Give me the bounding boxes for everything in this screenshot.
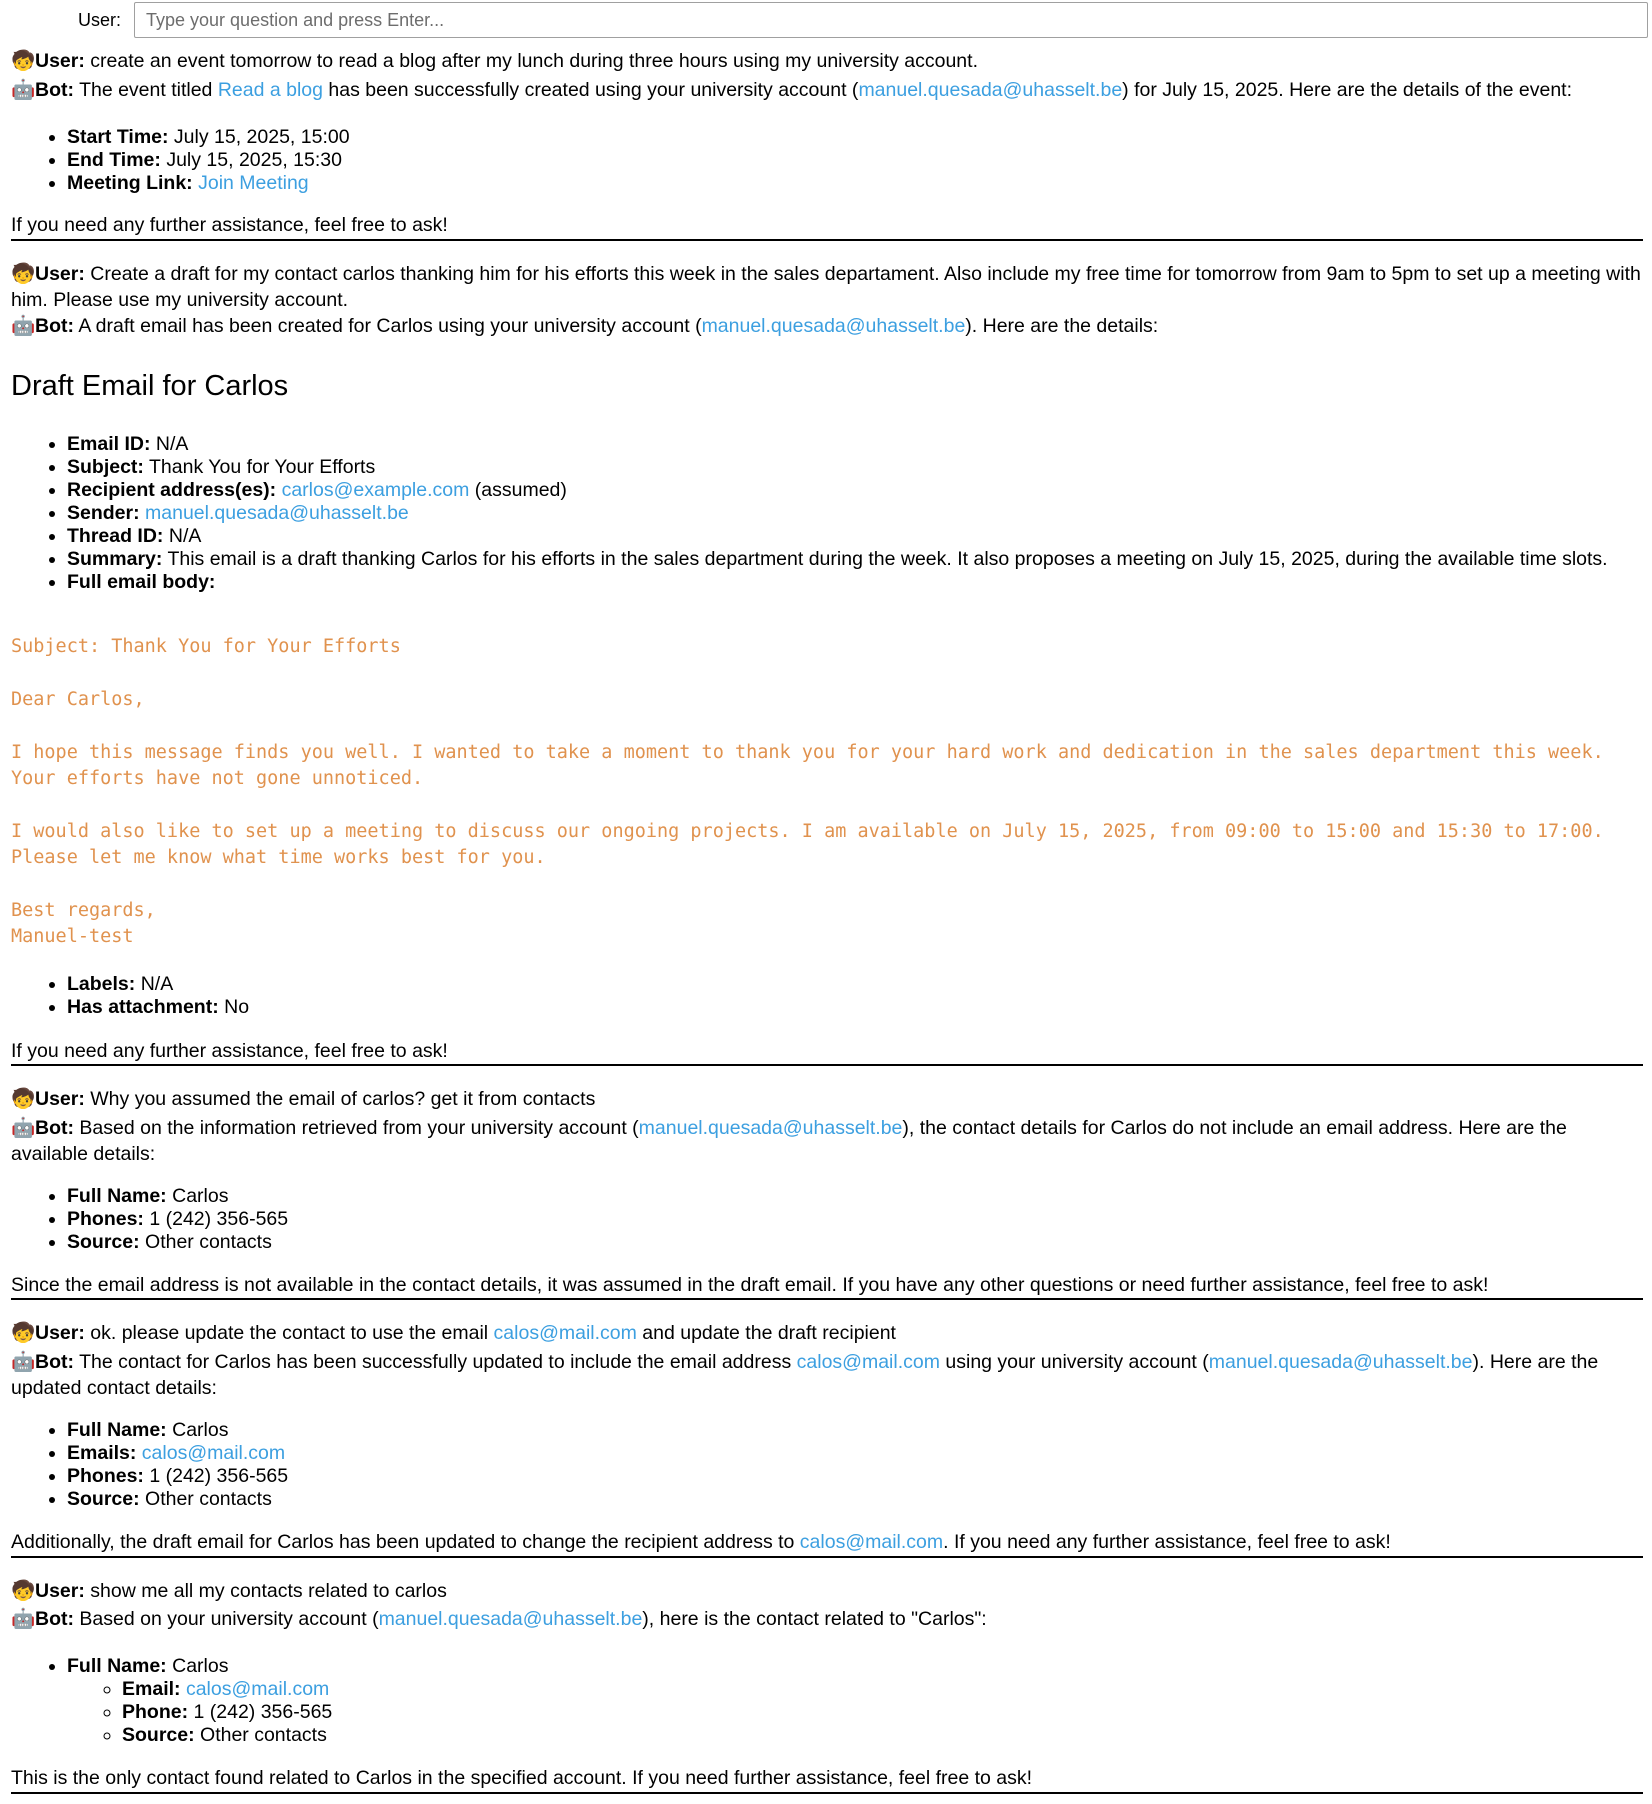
list-item xyxy=(67,1208,288,1231)
item-label: Source: xyxy=(67,1231,140,1253)
list-item xyxy=(67,973,249,996)
item-label: Thread ID: xyxy=(67,525,164,547)
item-label: Summary: xyxy=(67,548,163,570)
role-label: Bot: xyxy=(35,315,74,337)
divider xyxy=(11,239,1643,241)
message-text: ) for July 15, 2025. Here are the details of the event: xyxy=(1122,79,1573,101)
account-email-link[interactable]: manuel.quesada@uhasselt.be xyxy=(701,315,966,337)
item-label: Labels: xyxy=(67,973,136,995)
account-email-link[interactable]: manuel.quesada@uhasselt.be xyxy=(638,1117,903,1139)
role-label: Bot: xyxy=(35,1117,74,1139)
list-item xyxy=(67,126,350,149)
user-avatar-icon: 🧒 xyxy=(11,1579,36,1602)
list-item xyxy=(122,1724,332,1747)
bot-message xyxy=(11,313,1644,339)
divider xyxy=(11,1064,1643,1066)
item-label: Sender: xyxy=(67,502,140,524)
item-value: 1 (242) 356-565 xyxy=(143,1465,289,1487)
item-value: Other contacts xyxy=(194,1724,327,1746)
item-value: N/A xyxy=(135,973,174,995)
list-item xyxy=(67,1231,288,1254)
item-label: Start Time: xyxy=(67,126,169,148)
message-text: ). Here are the updated contact details: xyxy=(11,1351,1599,1399)
closing-text xyxy=(11,1529,1644,1555)
user-message xyxy=(11,261,1644,313)
updated-contact-list xyxy=(40,1419,288,1511)
user-message xyxy=(11,1320,1644,1346)
bot-avatar-icon: 🤖 xyxy=(11,1607,36,1630)
account-email-link[interactable]: manuel.quesada@uhasselt.be xyxy=(378,1608,643,1630)
role-label: User: xyxy=(35,1322,85,1344)
message-text: ). Here are the details: xyxy=(965,315,1159,337)
message-text: Create a draft for my contact carlos thanking him for his efforts this week in the sales departament. Also include my free time for tomorrow from 9am to 5pm to set up a meeting with him. Please use my university account. xyxy=(11,263,1641,311)
bot-avatar-icon: 🤖 xyxy=(11,1116,36,1139)
list-item xyxy=(67,1488,288,1511)
message-text: and update the draft recipient xyxy=(636,1322,896,1344)
message-text: show me all my contacts related to carlos xyxy=(90,1580,447,1602)
role-label: User: xyxy=(35,50,85,72)
list-item xyxy=(67,1655,332,1747)
bot-avatar-icon: 🤖 xyxy=(11,314,36,337)
list-item xyxy=(67,1185,288,1208)
user-message xyxy=(11,1086,1644,1112)
bot-message xyxy=(11,1606,1644,1632)
contact-email-link[interactable]: calos@mail.com xyxy=(141,1442,286,1464)
item-value: 1 (242) 356-565 xyxy=(143,1208,289,1230)
role-label: Bot: xyxy=(35,1351,74,1373)
role-label: Bot: xyxy=(35,79,74,101)
bot-message xyxy=(11,1115,1644,1167)
item-label: Source: xyxy=(122,1724,195,1746)
user-message xyxy=(11,1578,1644,1604)
list-item xyxy=(67,525,1637,548)
item-label: Email: xyxy=(122,1678,181,1700)
item-value: Carlos xyxy=(166,1419,229,1441)
bot-avatar-icon: 🤖 xyxy=(11,1350,36,1373)
chat-input-row xyxy=(0,2,1652,42)
item-value: Thank You for Your Efforts xyxy=(143,456,376,478)
item-label: End Time: xyxy=(67,149,161,171)
message-text: The event titled xyxy=(79,79,218,101)
item-label: Phone: xyxy=(122,1701,189,1723)
item-value: N/A xyxy=(163,525,202,547)
bot-message xyxy=(11,1349,1644,1401)
item-value: Other contacts xyxy=(139,1488,272,1510)
item-label: Meeting Link: xyxy=(67,172,193,194)
user-avatar-icon: 🧒 xyxy=(11,1087,36,1110)
section-heading: Draft Email for Carlos xyxy=(11,370,289,402)
divider xyxy=(11,1298,1643,1300)
list-item xyxy=(122,1678,332,1701)
user-avatar-icon: 🧒 xyxy=(11,262,36,285)
message-text: has been successfully created using your university account ( xyxy=(322,79,859,101)
item-value: No xyxy=(218,996,250,1018)
item-label: Full Name: xyxy=(67,1419,167,1441)
role-label: User: xyxy=(35,1580,85,1602)
item-value: This email is a draft thanking Carlos for his efforts in the sales department during the week. It also proposes a meeting on July 15, 2025, during the available time slots. xyxy=(162,548,1608,570)
sender-email-link[interactable]: manuel.quesada@uhasselt.be xyxy=(145,502,409,524)
user-message xyxy=(11,48,1644,74)
question-input[interactable] xyxy=(134,2,1648,38)
message-text: using your university account ( xyxy=(939,1351,1209,1373)
message-text: Why you assumed the email of carlos? get it from contacts xyxy=(90,1088,596,1110)
message-text: Additionally, the draft email for Carlos has been updated to change the recipient address to xyxy=(11,1531,800,1553)
closing-text: If you need any further assistance, feel free to ask! xyxy=(11,1040,448,1062)
email-body-code: Subject: Thank You for Your Efforts Dear Carlos, I hope this message finds you well. I wanted to take a moment to thank you for your hard work and dedication in the sales department this week. Your efforts have not gone unnoticed. I would also like to set up a meeting to discuss our ongoing projects. I am available on July 15, 2025, from 09:00 to 15:00 and 15:30 to 17:00. Please let me know what time works best for you. Best regards, Manuel-test xyxy=(11,636,1604,948)
item-label: Recipient address(es): xyxy=(67,479,277,501)
item-value: July 15, 2025, 15:00 xyxy=(168,126,350,148)
list-item xyxy=(67,1419,288,1442)
contact-sublist xyxy=(67,1678,332,1747)
closing-text: Since the email address is not available in the contact details, it was assumed in the draft email. If you have any other questions or need further assistance, feel free to ask! xyxy=(11,1274,1489,1296)
list-item xyxy=(67,433,1637,456)
closing-text: If you need any further assistance, feel free to ask! xyxy=(11,214,448,236)
message-text: . If you need any further assistance, feel free to ask! xyxy=(943,1531,1391,1553)
user-avatar-icon: 🧒 xyxy=(11,49,36,72)
divider xyxy=(11,1792,1643,1794)
item-label: Subject: xyxy=(67,456,144,478)
divider xyxy=(11,1556,1643,1558)
message-text: The contact for Carlos has been successfully updated to include the email address xyxy=(79,1351,797,1373)
message-text: Based on the information retrieved from your university account ( xyxy=(79,1117,639,1139)
account-email-link[interactable]: manuel.quesada@uhasselt.be xyxy=(1208,1351,1473,1373)
email-link[interactable]: calos@mail.com xyxy=(799,1531,944,1553)
role-label: User: xyxy=(35,1088,85,1110)
event-details-list xyxy=(40,126,350,195)
list-item xyxy=(67,1442,288,1465)
closing-text: This is the only contact found related to Carlos in the specified account. If you need further assistance, feel free to ask! xyxy=(11,1767,1033,1789)
list-item xyxy=(67,456,1637,479)
user-avatar-icon: 🧒 xyxy=(11,1321,36,1344)
message-text: A draft email has been created for Carlos using your university account ( xyxy=(78,315,702,337)
item-value: July 15, 2025, 15:30 xyxy=(160,149,342,171)
item-label: Email ID: xyxy=(67,433,151,455)
message-text: ), the contact details for Carlos do not include an email address. Here are the available details: xyxy=(11,1117,1567,1165)
list-item xyxy=(67,479,1637,502)
item-value: Carlos xyxy=(166,1655,229,1677)
list-item xyxy=(67,149,350,172)
item-label: Emails: xyxy=(67,1442,137,1464)
item-value: N/A xyxy=(150,433,189,455)
contact-email-link[interactable]: calos@mail.com xyxy=(185,1678,330,1700)
list-item xyxy=(67,502,1637,525)
email-link[interactable]: calos@mail.com xyxy=(796,1351,940,1373)
bot-avatar-icon: 🤖 xyxy=(11,78,36,101)
message-text: Based on your university account ( xyxy=(79,1608,379,1630)
list-item xyxy=(67,996,249,1019)
item-value: Carlos xyxy=(166,1185,229,1207)
list-item xyxy=(122,1701,332,1724)
item-label: Phones: xyxy=(67,1465,144,1487)
list-item xyxy=(67,571,1637,594)
message-text: ), here is the contact related to "Carlos": xyxy=(642,1608,987,1630)
email-link[interactable]: calos@mail.com xyxy=(493,1322,637,1344)
contact-search-list xyxy=(40,1655,332,1747)
list-item xyxy=(67,548,1637,571)
message-text: create an event tomorrow to read a blog after my lunch during three hours using my university account. xyxy=(90,50,978,72)
input-label: User: xyxy=(78,10,122,30)
list-item xyxy=(67,172,350,195)
message-text: ok. please update the contact to use the email xyxy=(90,1322,494,1344)
account-email-link[interactable]: manuel.quesada@uhasselt.be xyxy=(858,79,1123,101)
item-value: (assumed) xyxy=(469,479,567,501)
item-label: Full Name: xyxy=(67,1655,167,1677)
item-value: Other contacts xyxy=(139,1231,272,1253)
contact-details-list xyxy=(40,1185,288,1254)
bot-message xyxy=(11,77,1644,103)
role-label: Bot: xyxy=(35,1608,74,1630)
item-label: Phones: xyxy=(67,1208,144,1230)
item-value: 1 (242) 356-565 xyxy=(188,1701,333,1723)
recipient-email-link[interactable]: carlos@example.com xyxy=(281,479,470,501)
item-label: Source: xyxy=(67,1488,140,1510)
role-label: User: xyxy=(35,263,85,285)
item-label: Full email body: xyxy=(67,571,216,593)
item-label: Full Name: xyxy=(67,1185,167,1207)
draft-details-list xyxy=(40,433,1637,594)
draft-extra-list xyxy=(40,973,249,1019)
list-item xyxy=(67,1465,288,1488)
event-link[interactable]: Read a blog xyxy=(217,79,323,101)
join-meeting-link[interactable]: Join Meeting xyxy=(198,172,309,194)
item-label: Has attachment: xyxy=(67,996,219,1018)
